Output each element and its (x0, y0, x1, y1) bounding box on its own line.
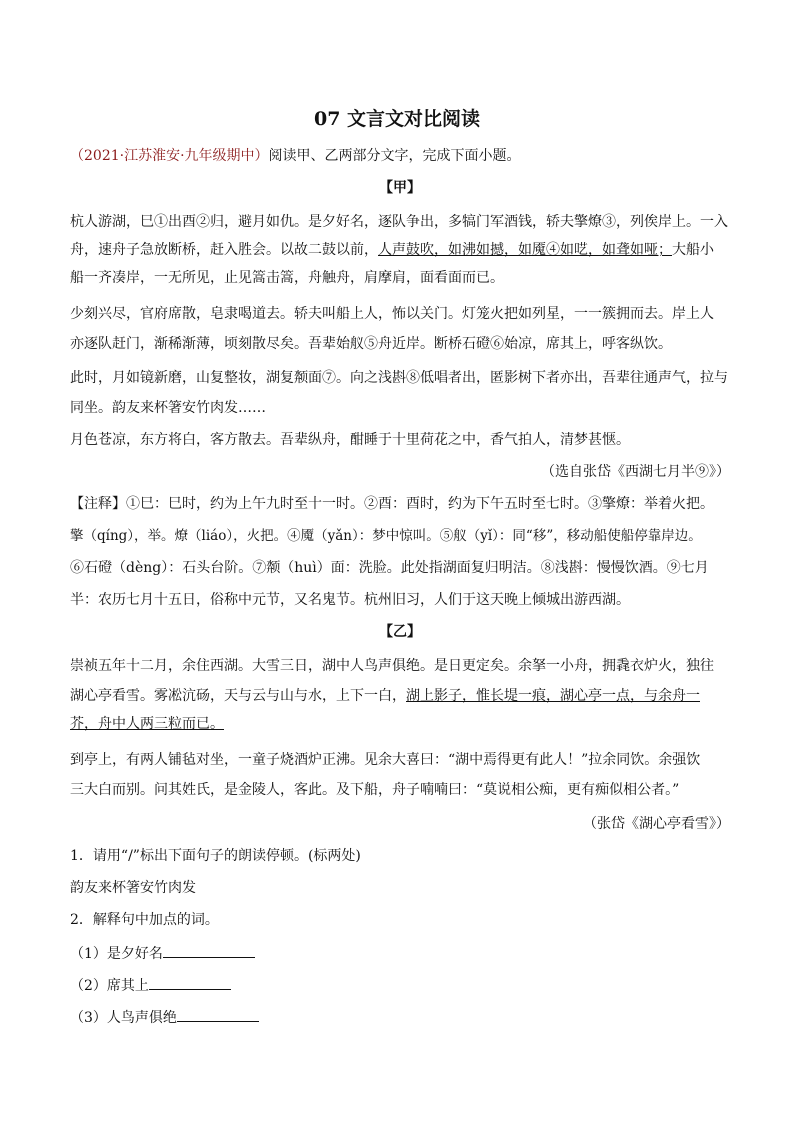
jia-attribution: （选自张岱《西湖七月半⑨》） (541, 464, 730, 480)
jia-line: 月色苍凉，东方将白，客方散去。吾辈纵舟，酣睡于十里荷花之中，香气拍人，清梦甚惬。 (70, 432, 630, 448)
jia-line: 亦逐队赶门，渐稀渐薄，顷刻散尽矣。吾辈始舣⑤舟近岸。断桥石磴⑥始凉，席其上，呼客纵饮。 (70, 336, 672, 352)
question-1: 1．请用“/”标出下面句子的朗读停顿。(标两处) (70, 848, 361, 864)
underlined-sentence: 芥，舟中人两三粒而已。 (70, 716, 224, 732)
jia-line: 船一齐凑岸，一无所见，止见篙击篙，舟触舟，肩摩肩，面看面而已。 (70, 270, 504, 286)
source-tag: （2021·江苏淮安·九年级期中） (70, 148, 269, 164)
question-2: 2．解释句中加点的词。 (70, 912, 219, 928)
jia-line: 同坐。韵友来杯箸安竹肉发…… (70, 400, 266, 416)
yi-line: 到亭上，有两人铺毡对坐，一童子烧酒炉正沸。见余大喜曰：“湖中焉得更有此人！”拉余同饮。余强饮 (70, 752, 701, 768)
question-1-sentence: 韵友来杯箸安竹肉发 (70, 880, 196, 896)
jia-line: 少刻兴尽，官府席散，皂隶喝道去。轿夫叫船上人，怖以关门。灯笼火把如列星，一一簇拥而去。岸上人 (70, 306, 714, 322)
yi-line (70, 714, 730, 734)
yi-heading: 【乙】 (379, 624, 421, 640)
jia-text: 大船小 (672, 242, 714, 258)
question-2-item (70, 974, 730, 996)
underlined-sentence: 人声鼓吹，如沸如撼，如魇④如呓，如聋如哑； (378, 242, 672, 258)
jia-line: 此时，月如镜新磨，山复整妆，湖复颒面⑦。向之浅斟⑧低唱者出，匿影树下者亦出，吾辈往通声气，拉与 (70, 370, 728, 386)
jia-heading: 【甲】 (379, 180, 421, 196)
question-2-item-text: （3）人鸟声俱绝 (70, 1010, 177, 1026)
yi-line (70, 686, 730, 706)
intro-text: 阅读甲、乙两部分文字，完成下面小题。 (268, 148, 521, 164)
question-2-item-text: （2）席其上 (70, 978, 149, 994)
question-2-item-text: （1）是夕好名 (70, 946, 163, 962)
yi-text: 湖心亭看雪。雾凇沆砀，天与云与山与水，上下一白， (70, 688, 406, 704)
yi-line: 三大白而别。问其姓氏，是金陵人，客此。及下船，舟子喃喃曰：“莫说相公痴，更有痴似相公者。” (70, 782, 680, 798)
notes-line: 【注释】①巳：巳时，约为上午九时至十一时。②酉：酉时，约为下午五时至七时。③擎燎：举着火把。 (70, 496, 714, 512)
jia-text: 舟，速舟子急放断桥，赶入胜会。以故二鼓以前， (70, 242, 378, 258)
notes-line: ⑥石磴（dèng）：石头台阶。⑦颒（huì）面：洗脸。此处指湖面复归明洁。⑧浅斟：慢慢饮酒。⑨七月 (70, 560, 709, 576)
notes-line: 半：农历七月十五日，俗称中元节，又名鬼节。杭州旧习，人们于这天晚上倾城出游西湖。 (70, 592, 630, 608)
answer-blank[interactable] (177, 1006, 259, 1022)
answer-blank[interactable] (163, 942, 255, 958)
jia-line (70, 240, 730, 260)
document-title: 07 文言文对比阅读 (313, 108, 481, 130)
question-2-item (70, 1006, 730, 1028)
question-2-item (70, 942, 730, 964)
underlined-sentence: 湖上影子，惟长堤一痕，湖心亭一点，与余舟一 (406, 688, 700, 704)
answer-blank[interactable] (149, 974, 231, 990)
yi-line: 崇祯五年十二月，余住西湖。大雪三日，湖中人鸟声俱绝。是日更定矣。余拏一小舟，拥毳衣炉火，独往 (70, 658, 714, 674)
yi-attribution: （张岱《湖心亭看雪》） (583, 816, 730, 832)
intro-line (70, 146, 730, 166)
jia-line: 杭人游湖，巳①出酉②归，避月如仇。是夕好名，逐队争出，多犒门军酒钱，轿夫擎燎③，列俟岸上。一入 (70, 214, 728, 230)
notes-line: 擎（qíng），举。燎（liáo），火把。④魇（yǎn）：梦中惊叫。⑤舣（yǐ）：同“移”，移动船使船停靠岸边。 (70, 528, 702, 544)
